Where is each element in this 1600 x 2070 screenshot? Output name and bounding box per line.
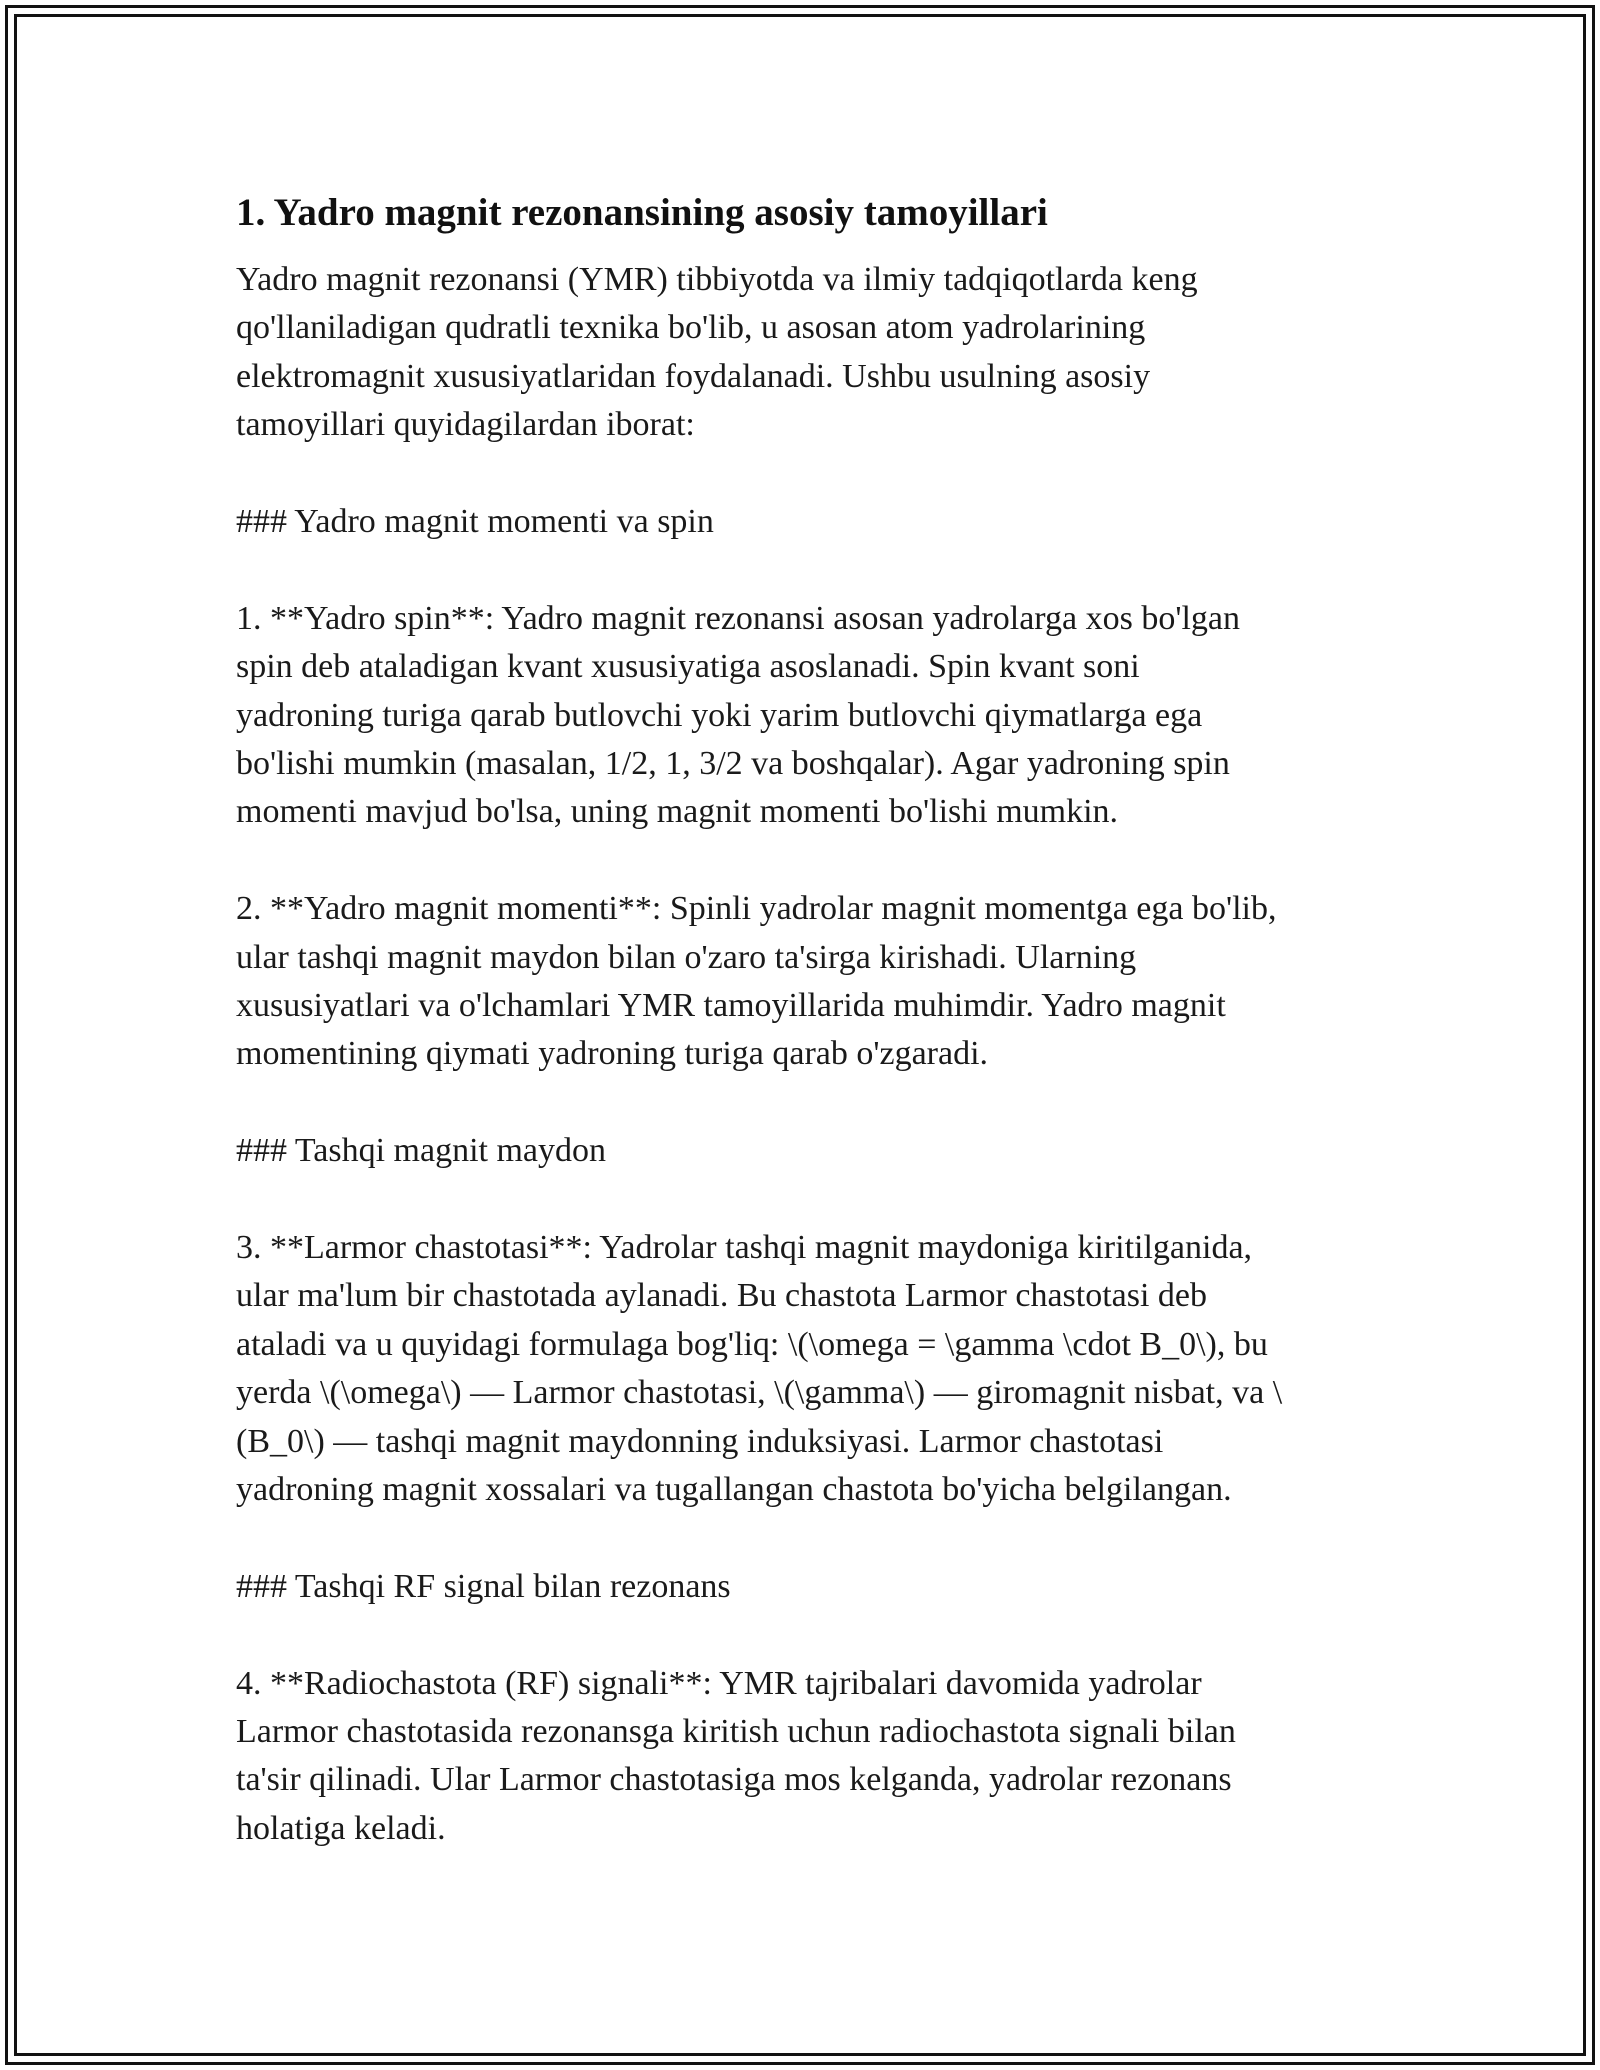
list-item-larmor-chastotasi: 3. **Larmor chastotasi**: Yadrolar tashqi magnit maydoniga kiritilganida, ular ma'lum bir chastotada aylanadi. Bu chastota Larmor chastotasi deb ataladi va u quyidagi formulaga bog'liq: \(\omega = \gamma \cdot B_0\), bu yerda \(\omega\) — Larmor chastotasi, \(\gamma\) — giromagnit nisbat, va \ (B_0\) — tashqi magnit maydonning induksiyasi. Larmor chastotasi yadroning magnit xossalari va tugallangan chastota bo'yicha belgilangan.	[236, 1229, 1283, 1509]
list-item-magnit-momenti: 2. **Yadro magnit momenti**: Spinli yadrolar magnit momentga ega bo'lib, ular tashqi magnit maydon bilan o'zaro ta'sirga kirishadi. Ularning xususiyatlari va o'lchamlari YMR tamoyillarida muhimdir. Yadro magnit momentining qiymati yadroning turiga qarab o'zgaradi.	[236, 890, 1277, 1073]
document-body	[236, 186, 1366, 1853]
document-title: 1. Yadro magnit rezonansining asosiy tamoyillari	[236, 191, 1048, 234]
section-heading-spin: ### Yadro magnit momenti va spin	[236, 503, 714, 541]
intro-paragraph: Yadro magnit rezonansi (YMR) tibbiyotda va ilmiy tadqiqotlarda keng qo'llaniladigan qudratli texnika bo'lib, u asosan atom yadrolarining elektromagnit xususiyatlaridan foydalanadi. Ushbu usulning asosiy tamoyillari quyidagilardan iborat:	[236, 261, 1198, 444]
list-item-rf-signali: 4. **Radiochastota (RF) signali**: YMR tajribalari davomida yadrolar Larmor chastotasida rezonansga kiritish uchun radiochastota signali bilan ta'sir qilinadi. Ular Larmor chastotasiga mos kelganda, yadrolar rezonans holatiga keladi.	[236, 1664, 1236, 1847]
section-heading-magnit-maydon: ### Tashqi magnit maydon	[236, 1132, 607, 1170]
section-heading-rf-signal: ### Tashqi RF signal bilan rezonans	[236, 1567, 731, 1605]
list-item-yadro-spin: 1. **Yadro spin**: Yadro magnit rezonansi asosan yadrolarga xos bo'lgan spin deb ataladigan kvant xususiyatiga asoslanadi. Spin kvant soni yadroning turiga qarab butlovchi yoki yarim butlovchi qiymatlarga ega bo'lishi mumkin (masalan, 1/2, 1, 3/2 va boshqalar). Agar yadroning spin momenti mavjud bo'lsa, uning magnit momenti bo'lishi mumkin.	[236, 599, 1240, 831]
